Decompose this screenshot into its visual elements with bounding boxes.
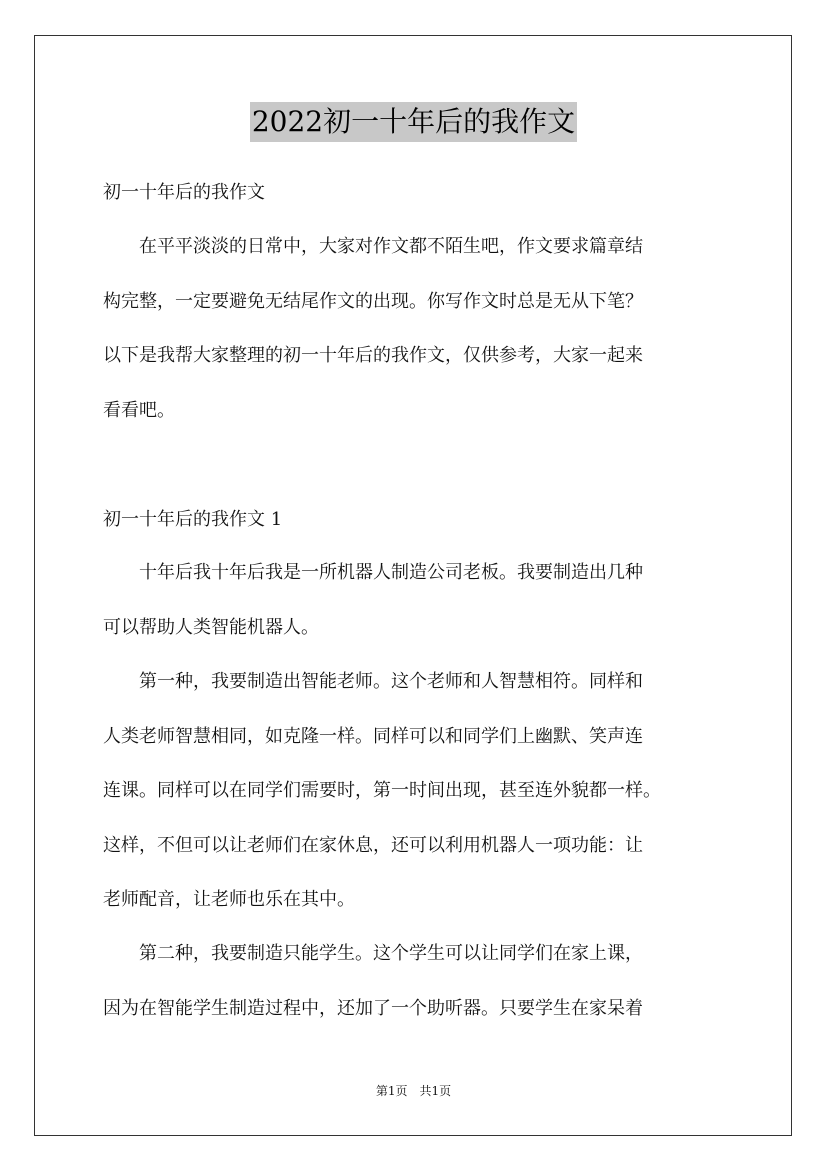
text-line: 看看吧。 bbox=[103, 399, 175, 421]
text-line: 十年后我十年后我是一所机器人制造公司老板。我要制造出几种 bbox=[103, 562, 643, 583]
intro-paragraph bbox=[103, 220, 728, 438]
text-line: 以下是我帮大家整理的初一十年后的我作文，仅供参考，大家一起来 bbox=[103, 345, 643, 366]
document-title: 2022初一十年后的我作文 bbox=[250, 102, 577, 142]
text-line: 可以帮助人类智能机器人。 bbox=[103, 616, 319, 638]
paragraph-1 bbox=[103, 546, 728, 655]
text-line: 连课。同样可以在同学们需要时，第一时间出现，甚至连外貌都一样。 bbox=[103, 780, 661, 801]
text-line: 这样，不但可以让老师们在家休息，还可以利用机器人一项功能：让 bbox=[103, 834, 643, 856]
text-line: 老师配音，让老师也乐在其中。 bbox=[103, 889, 355, 910]
title-container bbox=[0, 102, 827, 142]
paragraph-2 bbox=[103, 655, 728, 928]
page-footer: 第1页 共1页 bbox=[375, 1084, 452, 1098]
text-line: 第一种，我要制造出智能老师。这个老师和人智慧相符。同样和 bbox=[103, 671, 643, 692]
text-line: 第二种，我要制造只能学生。这个学生可以让同学们在家上课， bbox=[103, 943, 643, 964]
paragraph-3 bbox=[103, 927, 728, 1036]
section-1-heading: 初一十年后的我作文 1 bbox=[103, 509, 283, 530]
text-line: 人类老师智慧相同，如克隆一样。同样可以和同学们上幽默、笑声连 bbox=[103, 725, 643, 747]
text-line: 在平平淡淡的日常中，大家对作文都不陌生吧，作文要求篇章结 bbox=[103, 236, 643, 257]
document-subtitle: 初一十年后的我作文 bbox=[103, 182, 265, 203]
text-line: 因为在智能学生制造过程中，还加了一个助听器。只要学生在家呆着 bbox=[103, 997, 643, 1019]
text-line: 构完整，一定要避免无结尾作文的出现。你写作文时总是无从下笔？ bbox=[103, 290, 643, 312]
